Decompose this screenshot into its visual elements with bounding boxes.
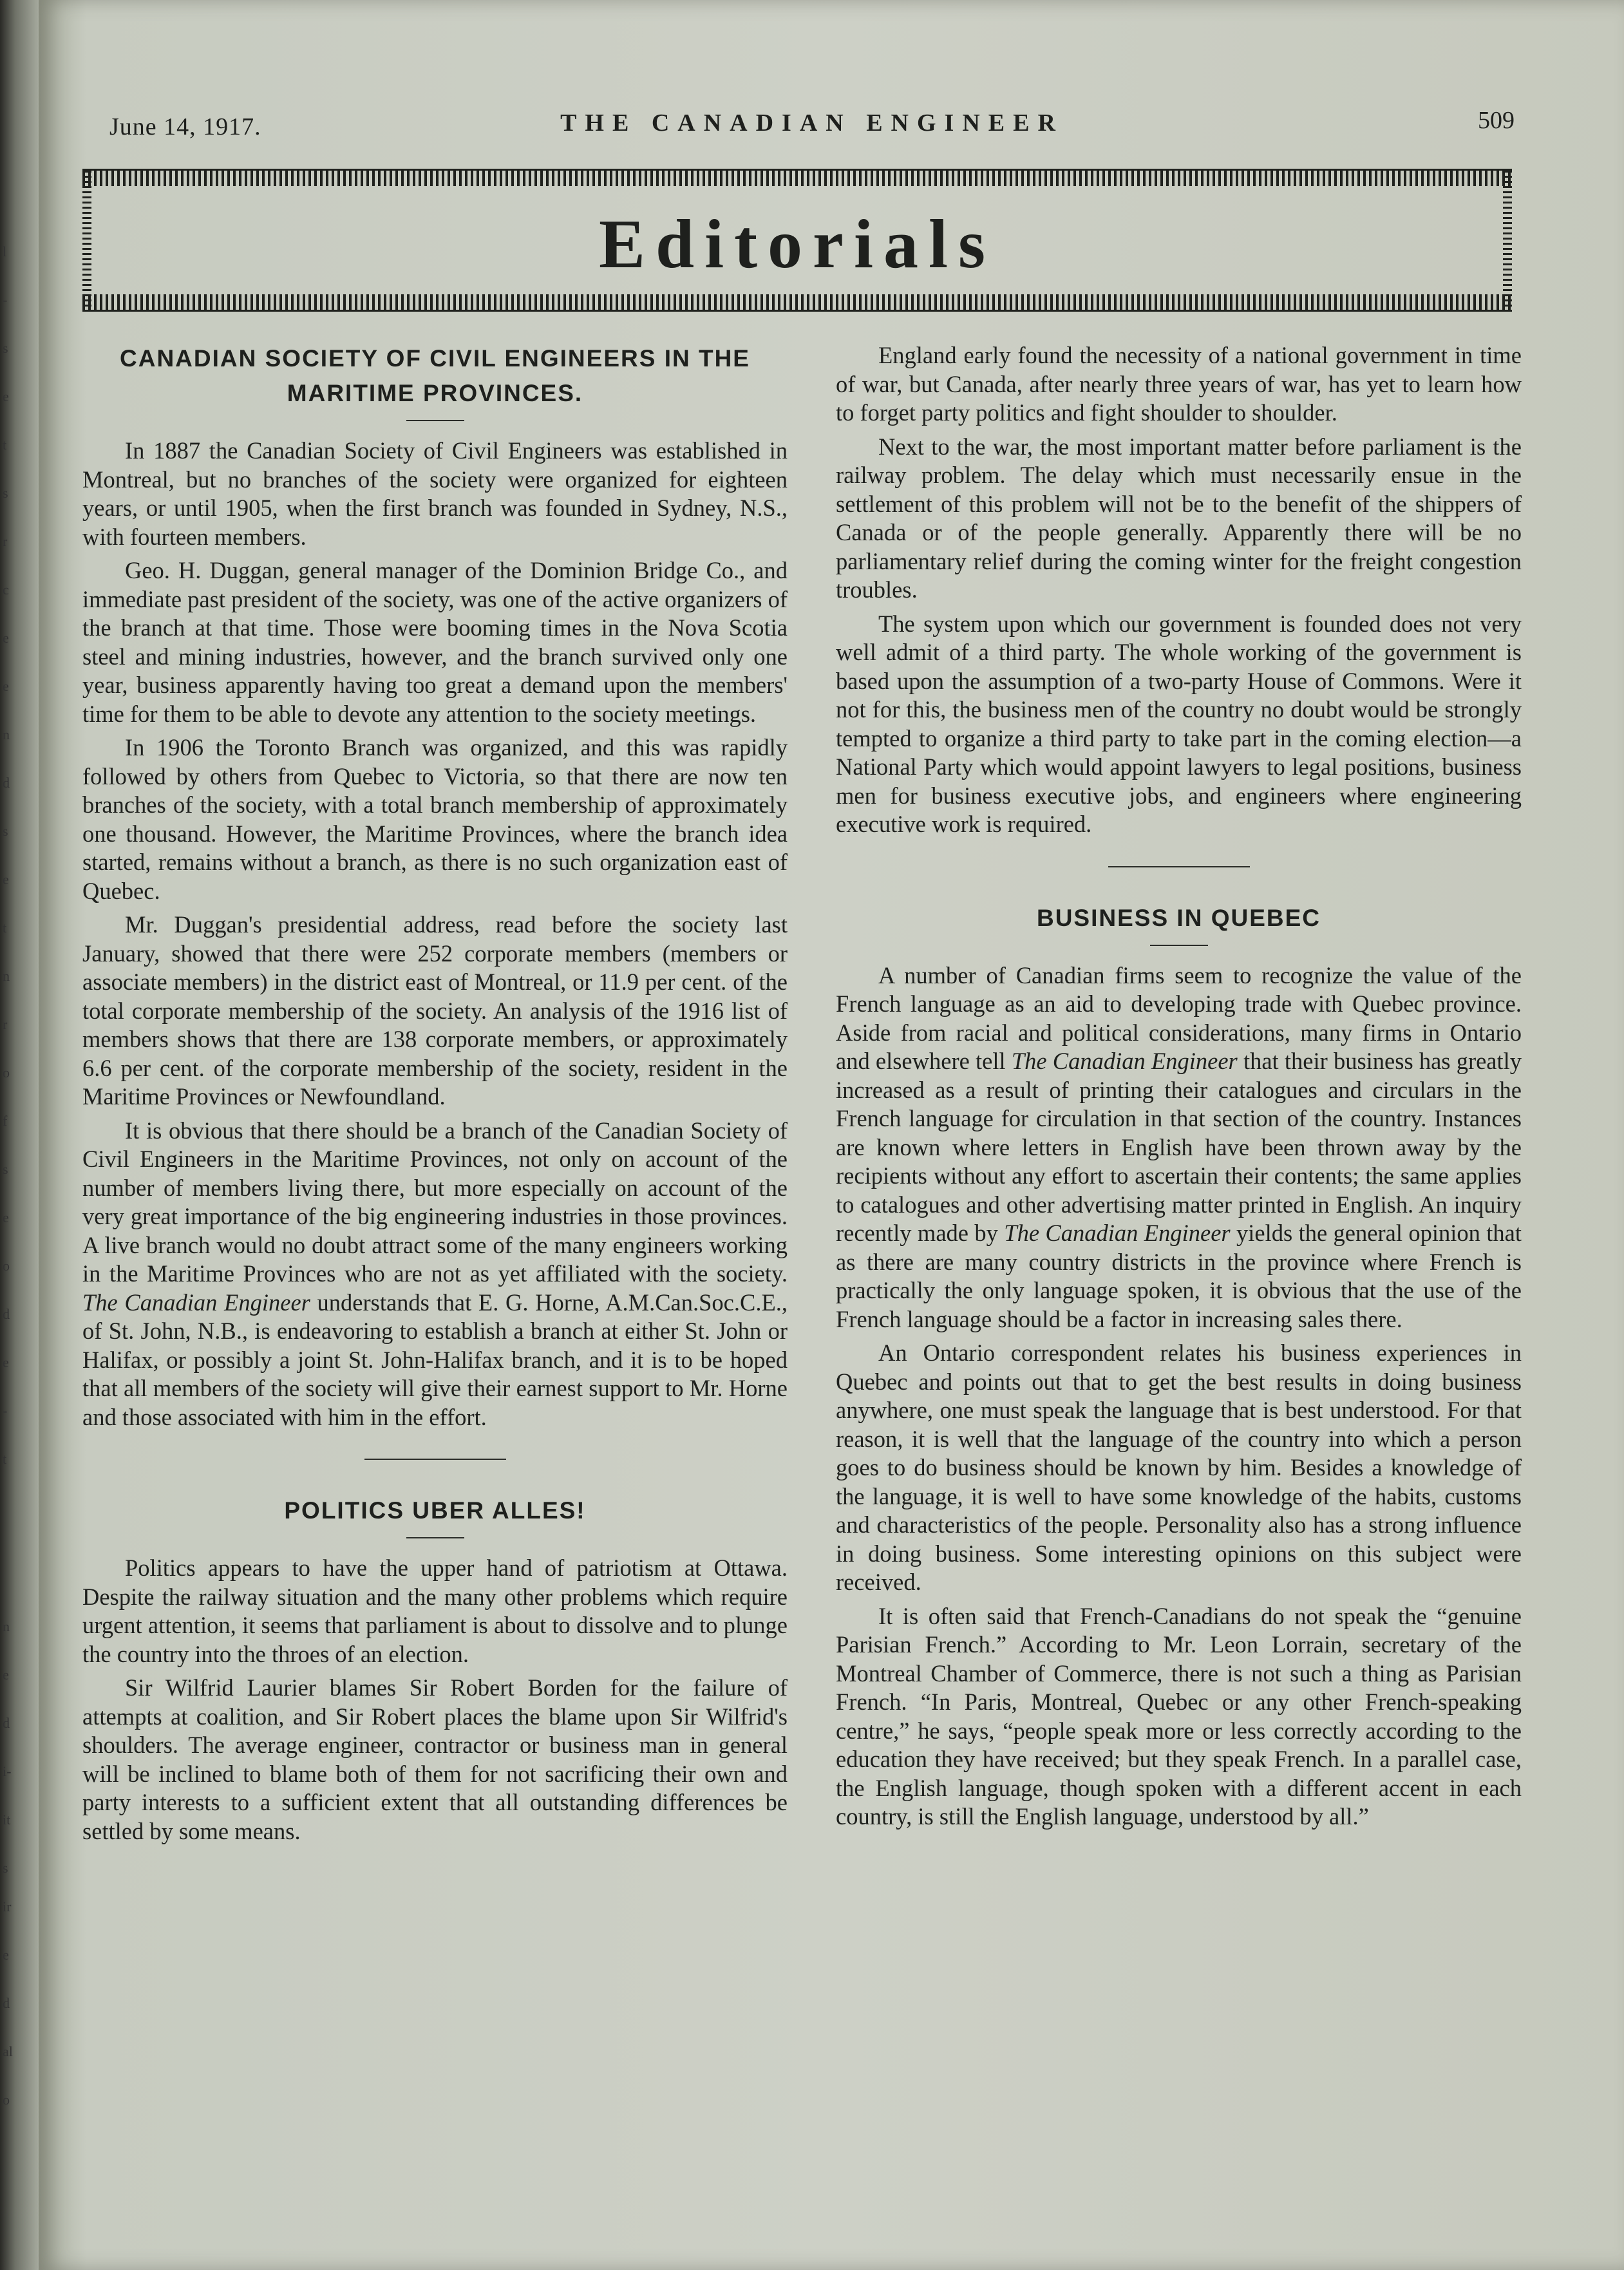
gutter-fragment: d: [3, 1995, 10, 2011]
paragraph: Next to the war, the most important matter before parliament is the railway problem. The delay which must necessarily ensue in the settlement of this problem will not be to the benefit of the shippers of Canada or of the people generally. Apparently there will be no parliamentary relief during the coming winter for the freight congestion troubles.: [836, 433, 1522, 603]
gutter-fragment: e: [3, 1667, 9, 1683]
gutter-fragment: l: [3, 243, 7, 260]
paragraph: In 1906 the Toronto Branch was organized, and this was rapidly followed by others from Quebec to Victoria, so that there are now ten branches of the society, with a total branch membership of approximately one thousand. However, the Maritime Provinces, where the branch idea started, remains without a branch, as there is no such organization east of Quebec.: [82, 734, 788, 904]
gutter-fragment: -: [3, 292, 8, 308]
gutter-fragment: e: [3, 1354, 9, 1370]
gutter-fragment: t: [3, 437, 7, 453]
gutter-fragment: f: [3, 1113, 8, 1129]
gutter-fragment: c: [3, 582, 9, 598]
journal-name-italic: The Canadian Engineer: [1011, 1048, 1238, 1074]
journal-title: THE CANADIAN ENGINEER: [560, 109, 1064, 137]
page-number: 509: [1478, 107, 1515, 134]
text-run: yields the general opinion that as there are many country districts in the province where French is practically the only language spoken, it is obvious that the use of the French language should be a factor in increasing sales there.: [836, 1220, 1522, 1332]
text-run: understands that E. G. Horne, A.M.Can.Soc.C.E., of St. John, N.B., is endeavoring to establish a branch at either St. John or Halifax, or possibly a joint St. John-Halifax branch, and it is to be hoped that all members of the society will give their earnest support to Mr. Horne and those associated with him in the effort.: [82, 1289, 788, 1430]
title-rule: [406, 1537, 464, 1538]
gutter-fragment: -: [3, 1403, 8, 1419]
gutter-fragment: e: [3, 630, 9, 646]
paragraph: Politics appears to have the upper hand of patriotism at Ottawa. Despite the railway situation and the many other problems which require urgent attention, it seems that parliament is about to dissolve and to plunge the country into the throes of an election.: [82, 1555, 788, 1667]
paragraph: The system upon which our government is founded does not very well admit of a third party. The whole working of the government is based upon the assumption of a two-party House of Commons. Were it not for this, the business men of the country no doubt would be strongly tempted to organize a third party to take part in the coming election—a National Party which would appoint lawyers to legal positions, business men for business executive jobs, and engineers where engineering executive work is required.: [836, 610, 1522, 837]
gutter-fragment: r: [3, 1016, 8, 1032]
paragraph: Geo. H. Duggan, general manager of the Dominion Bridge Co., and immediate past president of the society, was one of the active organizers of the branch at that time. Those were booming times in the Nova Scotia steel and mining industries, however, and the branch survived only one year, business apparently having too great a demand upon the members' time for them to be able to devote any attention to the society meetings.: [82, 557, 788, 727]
gutter-fragment: e: [3, 1947, 9, 1963]
paragraph: [82, 1117, 788, 1432]
gutter-fragment: s: [3, 1860, 8, 1876]
paragraph: England early found the necessity of a national government in time of war, but Canada, after nearly three years of war, has yet to learn how to forget party politics and fight shoulder to shoulder.: [836, 342, 1522, 426]
gutter-fragment: s: [3, 823, 8, 839]
title-rule: [1150, 945, 1208, 946]
gutter-fragment: s: [3, 1161, 8, 1177]
paragraph: Sir Wilfrid Laurier blames Sir Robert Borden for the failure of attempts at coalition, and Sir Robert places the blame upon Sir Wilfrid's shoulders. The average engineer, contractor or business man in general will be inclined to blame both of them for not sacrificing their own and party interests to a sufficient extent that all outstanding differences be settled by some means.: [82, 1674, 788, 1844]
gutter-fragment: it: [3, 1811, 11, 1828]
gutter-fragment: t: [3, 920, 7, 936]
gutter-fragment: o: [3, 1258, 10, 1274]
gutter-fragment: s: [3, 340, 8, 356]
article-separator: [364, 1459, 506, 1460]
gutter-fragment: o: [3, 2092, 10, 2108]
gutter-fragment: d: [3, 1306, 10, 1322]
gutter-fragment: e: [3, 1209, 9, 1225]
paragraph: It is often said that French-Canadians do not speak the “genuine Parisian French.” According to Mr. Leon Lorrain, secretary of the Montreal Chamber of Commerce, there is not such a thing as Parisian French. “In Paris, Montreal, Quebec or any other French-speaking centre,” he says, “people speak more or less correctly according to the education they have received; but they speak French. In a parallel case, the English language, though spoken with a different accent in each country, is still the English language, understood by all.”: [836, 1602, 1522, 1830]
right-column: [836, 341, 1522, 1837]
article-title-maritime: CANADIAN SOCIETY OF CIVIL ENGINEERS IN THE MARITIME PROVINCES.: [120, 345, 750, 406]
banner-rule-top: [82, 169, 1512, 186]
title-rule: [406, 420, 464, 421]
gutter-fragment: t: [3, 1451, 7, 1467]
article-title-politics: POLITICS UBER ALLES!: [284, 1497, 586, 1524]
gutter-fragment: s: [3, 485, 8, 501]
gutter-fragment: n: [3, 968, 10, 984]
gutter-fragment: i-: [3, 1763, 12, 1779]
journal-name-italic: The Canadian Engineer: [1004, 1220, 1231, 1246]
gutter-fragment: d: [3, 775, 10, 791]
binding-gutter: [0, 0, 39, 2270]
article-separator: [1108, 866, 1250, 867]
gutter-fragment: al: [3, 2043, 13, 2059]
editorials-banner: [82, 169, 1512, 312]
gutter-fragment: r: [3, 533, 8, 549]
gutter-fragment: n: [3, 1618, 10, 1634]
gutter-fragment: ir: [3, 1898, 12, 1915]
section-heading: Editorials: [598, 206, 996, 283]
left-column: [82, 341, 788, 1851]
journal-name-italic: The Canadian Engineer: [82, 1289, 310, 1316]
gutter-fragment: e: [3, 871, 9, 887]
issue-date: June 14, 1917.: [109, 113, 261, 140]
paragraph: [836, 961, 1522, 1334]
gutter-fragment: n: [3, 726, 10, 742]
text-run: It is obvious that there should be a branch of the Canadian Society of Civil Engineers in the Maritime Provinces, not only on account of the number of members living there, but more especially on account of the very great importance of the big engineering industries in those provinces. A live branch would no doubt attract some of the many engineers working in the Maritime Provinces who are not as yet affiliated with the society.: [82, 1117, 788, 1287]
gutter-fragment: o: [3, 1064, 10, 1081]
gutter-fragment: e: [3, 388, 9, 404]
text-run: that their business has greatly increased as a result of printing their catalogues and circulars in the French language for circulation in that section of the country. Instances are known where letters in English have been thrown away by the recipients without any effort to ascertain their contents; the same applies to catalogues and other advertising matter printed in English. An inquiry recently made by: [836, 1048, 1522, 1246]
article-title-quebec: BUSINESS IN QUEBEC: [1036, 904, 1321, 931]
paragraph: Mr. Duggan's presidential address, read before the society last January, showed that there were 252 corporate members (members or associate members) in the district east of Montreal, or 11.9 per cent. of the total corporate membership of the society. An analysis of the 1916 list of members shows that there are 138 corporate members, or approximately 6.6 per cent. of the corporate membership of the society, resident in the Maritime Provinces or Newfoundland.: [82, 911, 788, 1110]
text-run: A number of Canadian firms seem to recognize the value of the French language as an aid to developing trade with Quebec province. Aside from racial and political considerations, many firms in Ontario and elsewhere tell: [836, 961, 1522, 1074]
banner-rule-bottom: [82, 294, 1512, 312]
running-header: [109, 106, 1515, 145]
gutter-fragment: d: [3, 1715, 10, 1731]
paragraph: In 1887 the Canadian Society of Civil Engineers was established in Montreal, but no branches of the society were organized for eighteen years, or until 1905, when the first branch was founded in Sydney, N.S., with fourteen members.: [82, 437, 788, 550]
gutter-fragment: e: [3, 678, 9, 694]
paragraph: An Ontario correspondent relates his business experiences in Quebec and points out that to get the best results in doing business anywhere, one must speak the language that is best understood. For that reason, it is well that the language of the country into which a person goes to do business should be known by him. Besides a knowledge of the language, it is well to have some knowledge of the habits, customs and characteristics of the people. Personality also has a strong influence in doing business. Some interesting opinions on this subject were received.: [836, 1339, 1522, 1595]
